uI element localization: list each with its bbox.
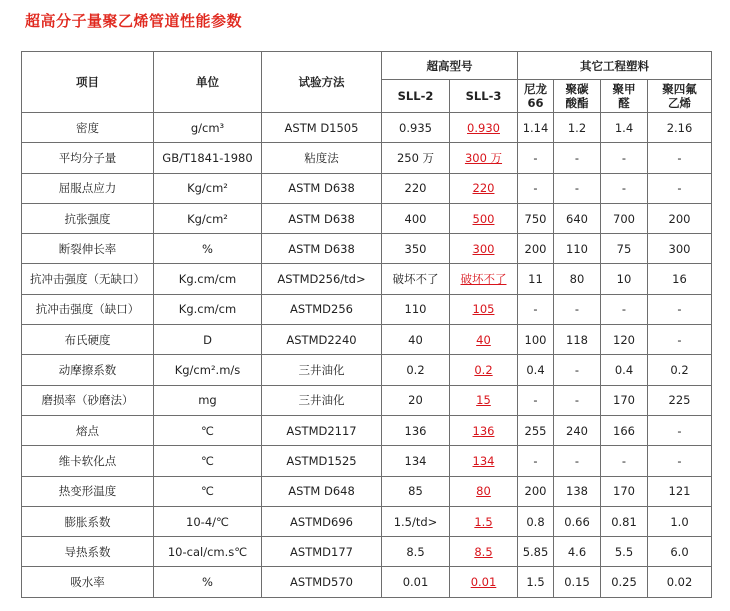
cell-pc: - [554,355,601,385]
cell-method: ASTMD177 [262,537,382,567]
cell-sll2: 136 [382,415,450,445]
cell-sll3: 40 [450,325,518,355]
cell-item: 导热系数 [22,537,154,567]
cell-method: ASTMD2117 [262,415,382,445]
cell-unit: g/cm³ [154,113,262,143]
cell-method: 三井油化 [262,355,382,385]
cell-pc: - [554,143,601,173]
cell-method: ASTMD2240 [262,325,382,355]
cell-nylon: - [518,385,554,415]
table-row [22,294,712,324]
header-sll2: SLL-2 [382,80,450,113]
cell-unit: ℃ [154,476,262,506]
cell-ptfe: - [648,325,712,355]
cell-nylon: 11 [518,264,554,294]
cell-nylon: 1.14 [518,113,554,143]
cell-sll3: 500 [450,203,518,233]
table-row [22,476,712,506]
cell-sll2: 0.01 [382,567,450,597]
table-row [22,173,712,203]
cell-pom: 0.25 [601,567,648,597]
header-ptfe-line2: 乙烯 [668,96,691,110]
cell-sll3: 300 [450,234,518,264]
cell-ptfe: - [648,446,712,476]
cell-pom: 0.4 [601,355,648,385]
cell-method: 粘度法 [262,143,382,173]
cell-nylon: - [518,446,554,476]
table-row [22,203,712,233]
cell-pom: 700 [601,203,648,233]
cell-ptfe: - [648,415,712,445]
header-item: 项目 [22,52,154,113]
header-pom-line2: 醛 [618,96,630,110]
cell-sll2: 350 [382,234,450,264]
cell-unit: 10-cal/cm.s℃ [154,537,262,567]
cell-pc: - [554,385,601,415]
table-row [22,325,712,355]
cell-pom: 10 [601,264,648,294]
cell-sll2: 0.2 [382,355,450,385]
cell-unit: Kg.cm/cm [154,264,262,294]
cell-pom: - [601,143,648,173]
cell-pc: 0.15 [554,567,601,597]
cell-pc: 138 [554,476,601,506]
table-row [22,234,712,264]
table-row [22,385,712,415]
cell-pc: 1.2 [554,113,601,143]
table-row [22,264,712,294]
cell-method: ASTM D638 [262,203,382,233]
cell-ptfe: 300 [648,234,712,264]
header-pc [554,80,601,113]
cell-nylon: 750 [518,203,554,233]
spec-table-body [22,113,712,598]
cell-pom: - [601,446,648,476]
cell-pc: - [554,294,601,324]
cell-method: ASTM D638 [262,173,382,203]
cell-nylon: - [518,294,554,324]
cell-sll2: 85 [382,476,450,506]
header-pc-line2: 酸酯 [565,96,589,110]
table-row [22,537,712,567]
header-other-group: 其它工程塑料 [518,52,712,80]
cell-pom: 120 [601,325,648,355]
cell-pc: 4.6 [554,537,601,567]
cell-nylon: 0.4 [518,355,554,385]
cell-item: 膨胀系数 [22,506,154,536]
header-pc-line1: 聚碳 [565,82,589,96]
spec-table [21,51,712,598]
cell-nylon: - [518,173,554,203]
cell-sll2: 40 [382,325,450,355]
cell-unit: 10-4/℃ [154,506,262,536]
table-row [22,446,712,476]
header-pom-line1: 聚甲 [612,82,636,96]
cell-sll2: 破坏不了 [382,264,450,294]
table-row [22,143,712,173]
cell-pom: 5.5 [601,537,648,567]
header-sll3: SLL-3 [450,80,518,113]
cell-pom: 170 [601,385,648,415]
cell-item: 密度 [22,113,154,143]
cell-ptfe: 121 [648,476,712,506]
table-row [22,567,712,597]
cell-item: 维卡软化点 [22,446,154,476]
cell-sll3: 8.5 [450,537,518,567]
table-row [22,355,712,385]
cell-nylon: 100 [518,325,554,355]
header-nylon [518,80,554,113]
cell-unit: Kg/cm² [154,203,262,233]
cell-item: 抗冲击强度（缺口） [22,294,154,324]
cell-ptfe: - [648,173,712,203]
cell-unit: D [154,325,262,355]
cell-sll3: 134 [450,446,518,476]
cell-nylon: - [518,143,554,173]
cell-method: ASTM D638 [262,234,382,264]
cell-method: ASTMD256 [262,294,382,324]
cell-method: ASTM D648 [262,476,382,506]
header-ptfe [648,80,712,113]
cell-sll3: 15 [450,385,518,415]
cell-ptfe: 2.16 [648,113,712,143]
cell-nylon: 200 [518,234,554,264]
cell-sll2: 8.5 [382,537,450,567]
cell-method: ASTMD696 [262,506,382,536]
header-ptfe-line1: 聚四氟 [662,82,697,96]
cell-pom: - [601,173,648,203]
cell-method: 三井油化 [262,385,382,415]
cell-sll3: 0.930 [450,113,518,143]
cell-sll2: 220 [382,173,450,203]
cell-nylon: 200 [518,476,554,506]
cell-sll3: 136 [450,415,518,445]
cell-sll3: 1.5 [450,506,518,536]
cell-sll3: 300 万 [450,143,518,173]
cell-item: 热变形温度 [22,476,154,506]
cell-sll2: 134 [382,446,450,476]
cell-nylon: 1.5 [518,567,554,597]
cell-pom: 1.4 [601,113,648,143]
cell-sll3: 破坏不了 [450,264,518,294]
cell-sll3: 0.01 [450,567,518,597]
cell-pom: - [601,294,648,324]
cell-sll3: 105 [450,294,518,324]
cell-item: 抗冲击强度（无缺口） [22,264,154,294]
cell-sll2: 250 万 [382,143,450,173]
cell-item: 吸水率 [22,567,154,597]
cell-ptfe: 1.0 [648,506,712,536]
cell-method: ASTMD570 [262,567,382,597]
cell-unit: Kg/cm² [154,173,262,203]
cell-pom: 170 [601,476,648,506]
cell-unit: % [154,567,262,597]
cell-sll2: 400 [382,203,450,233]
cell-sll3: 220 [450,173,518,203]
header-uhmw-group: 超高型号 [382,52,518,80]
cell-unit: ℃ [154,446,262,476]
cell-item: 屈服点应力 [22,173,154,203]
cell-nylon: 255 [518,415,554,445]
cell-ptfe: 0.2 [648,355,712,385]
header-nylon-line2: 66 [527,96,544,110]
cell-method: ASTM D1505 [262,113,382,143]
page-title: 超高分子量聚乙烯管道性能参数 [25,12,243,30]
cell-item: 平均分子量 [22,143,154,173]
cell-pc: 0.66 [554,506,601,536]
cell-unit: GB/T1841-1980 [154,143,262,173]
cell-ptfe: - [648,294,712,324]
cell-unit: Kg/cm².m/s [154,355,262,385]
cell-item: 布氏硬度 [22,325,154,355]
table-row [22,506,712,536]
cell-pom: 75 [601,234,648,264]
cell-sll2: 110 [382,294,450,324]
cell-sll3: 80 [450,476,518,506]
cell-item: 断裂伸长率 [22,234,154,264]
cell-pc: 118 [554,325,601,355]
cell-ptfe: 6.0 [648,537,712,567]
cell-unit: mg [154,385,262,415]
cell-nylon: 5.85 [518,537,554,567]
cell-pc: - [554,446,601,476]
cell-sll2: 20 [382,385,450,415]
header-unit: 单位 [154,52,262,113]
table-row [22,415,712,445]
cell-method: ASTMD256/td> [262,264,382,294]
cell-pc: 80 [554,264,601,294]
cell-item: 动摩擦系数 [22,355,154,385]
header-pom [601,80,648,113]
cell-ptfe: 200 [648,203,712,233]
cell-pc: 640 [554,203,601,233]
cell-unit: Kg.cm/cm [154,294,262,324]
cell-unit: ℃ [154,415,262,445]
cell-ptfe: 225 [648,385,712,415]
cell-sll3: 0.2 [450,355,518,385]
cell-pom: 0.81 [601,506,648,536]
cell-ptfe: 16 [648,264,712,294]
cell-item: 磨损率（砂磨法） [22,385,154,415]
cell-ptfe: 0.02 [648,567,712,597]
cell-sll2: 1.5/td> [382,506,450,536]
cell-item: 熔点 [22,415,154,445]
cell-pom: 166 [601,415,648,445]
cell-ptfe: - [648,143,712,173]
cell-pc: 240 [554,415,601,445]
cell-item: 抗张强度 [22,203,154,233]
cell-sll2: 0.935 [382,113,450,143]
cell-nylon: 0.8 [518,506,554,536]
header-nylon-line1: 尼龙 [524,82,547,96]
cell-method: ASTMD1525 [262,446,382,476]
header-method: 试验方法 [262,52,382,113]
table-row [22,113,712,143]
cell-pc: 110 [554,234,601,264]
cell-unit: % [154,234,262,264]
cell-pc: - [554,173,601,203]
